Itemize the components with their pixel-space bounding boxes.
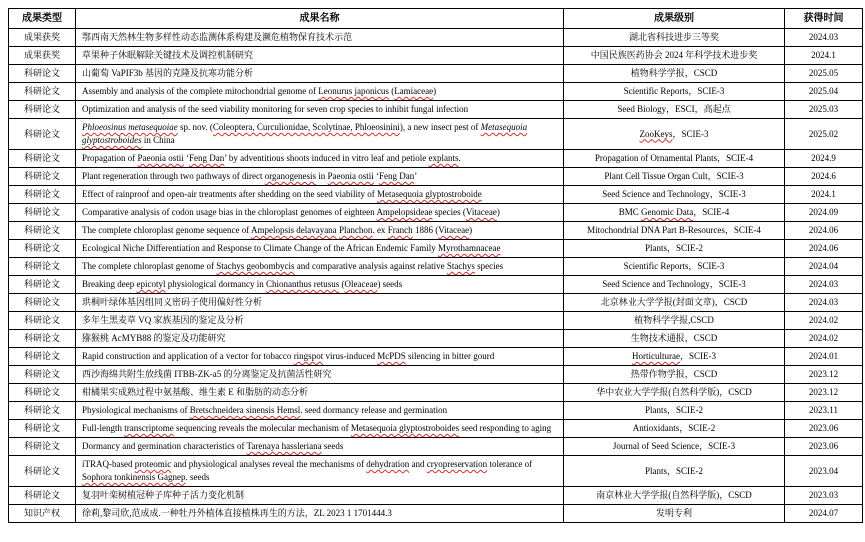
cell-type: 成果获奖 [9, 29, 76, 47]
cell-type: 科研论文 [9, 438, 76, 456]
cell-name: iTRAQ-based proteomic and physiological analyses reveal the mechanisms of dehydration and cryopreservation tolerance of Sophora tonkinensis Gagnep. seeds [76, 456, 564, 487]
cell-type: 科研论文 [9, 348, 76, 366]
table-row [9, 47, 863, 65]
table-body [9, 29, 863, 523]
table-row [9, 505, 863, 523]
cell-type: 科研论文 [9, 240, 76, 258]
table-row [9, 420, 863, 438]
cell-level: 南京林业大学学报(自然科学版)，CSCD [564, 487, 785, 505]
table-row [9, 186, 863, 204]
results-table [8, 8, 863, 523]
cell-type: 科研论文 [9, 222, 76, 240]
cell-date: 2024.02 [785, 330, 863, 348]
table-row [9, 384, 863, 402]
cell-level: 北京林业大学学报(封面文章)，CSCD [564, 294, 785, 312]
cell-date: 2024.9 [785, 150, 863, 168]
cell-level: Scientific Reports，SCIE-3 [564, 83, 785, 101]
table-row [9, 258, 863, 276]
cell-level: BMC Genomic Data，SCIE-4 [564, 204, 785, 222]
cell-name: Ecological Niche Differentiation and Response to Climate Change of the African Endemic Family Myrothamnaceae [76, 240, 564, 258]
cell-name: Plant regeneration through two pathways of direct organogenesis in Paeonia ostii ‘Feng Dan’ [76, 168, 564, 186]
cell-type: 科研论文 [9, 276, 76, 294]
cell-date: 2025.02 [785, 119, 863, 150]
table-row [9, 204, 863, 222]
cell-level: Antioxidants，SCIE-2 [564, 420, 785, 438]
cell-level: 植物科学学报，CSCD [564, 65, 785, 83]
cell-level: 植物科学学报,CSCD [564, 312, 785, 330]
cell-level: 中国民族医药协会 2024 年科学技术进步奖 [564, 47, 785, 65]
table-row [9, 276, 863, 294]
cell-name: Rapid construction and application of a vector for tobacco ringspot virus-induced McPDS silencing in bitter gourd [76, 348, 564, 366]
cell-date: 2024.03 [785, 29, 863, 47]
cell-date: 2024.03 [785, 276, 863, 294]
cell-type: 知识产权 [9, 505, 76, 523]
table-row [9, 487, 863, 505]
cell-date: 2024.07 [785, 505, 863, 523]
cell-name: The complete chloroplast genome sequence of Ampelopsis delavayana Planchon. ex Franch 1886 (Vitaceae) [76, 222, 564, 240]
cell-level: 发明专利 [564, 505, 785, 523]
cell-name: Effect of rainproof and open-air treatments after shedding on the seed viability of Metasequoia glyptostroboide [76, 186, 564, 204]
table-row [9, 222, 863, 240]
cell-date: 2023.11 [785, 402, 863, 420]
table-row [9, 456, 863, 487]
cell-level: Mitochondrial DNA Part B-Resources，SCIE-4 [564, 222, 785, 240]
cell-date: 2024.1 [785, 186, 863, 204]
cell-level: Seed Science and Technology，SCIE-3 [564, 276, 785, 294]
cell-level: Horticulturae，SCIE-3 [564, 348, 785, 366]
document-page [0, 8, 865, 542]
table-row [9, 402, 863, 420]
cell-type: 科研论文 [9, 101, 76, 119]
cell-type: 科研论文 [9, 258, 76, 276]
cell-date: 2025.04 [785, 83, 863, 101]
cell-type: 科研论文 [9, 420, 76, 438]
cell-date: 2023.12 [785, 384, 863, 402]
column-header-name: 成果名称 [76, 9, 564, 29]
header-row [9, 9, 863, 29]
cell-level: 华中农业大学学报(自然科学版)，CSCD [564, 384, 785, 402]
cell-level: Seed Biology，ESCI，高起点 [564, 101, 785, 119]
cell-name: 西沙海绵共附生放线菌 ITBB-ZK-a5 的分离鉴定及抗菌活性研究 [76, 366, 564, 384]
table-row [9, 119, 863, 150]
cell-type: 科研论文 [9, 330, 76, 348]
cell-level: ZooKeys，SCIE-3 [564, 119, 785, 150]
cell-date: 2023.12 [785, 366, 863, 384]
cell-name: Assembly and analysis of the complete mitochondrial genome of Leonurus japonicus (Lamiaceae) [76, 83, 564, 101]
table-row [9, 65, 863, 83]
table-row [9, 150, 863, 168]
cell-type: 科研论文 [9, 168, 76, 186]
cell-type: 科研论文 [9, 65, 76, 83]
cell-type: 科研论文 [9, 456, 76, 487]
cell-level: Plants，SCIE-2 [564, 240, 785, 258]
cell-date: 2023.06 [785, 420, 863, 438]
cell-type: 科研论文 [9, 119, 76, 150]
table-row [9, 83, 863, 101]
cell-date: 2024.02 [785, 312, 863, 330]
cell-level: Plants，SCIE-2 [564, 402, 785, 420]
table-row [9, 330, 863, 348]
cell-name: Dormancy and germination characteristics of Tarenaya hassleriana seeds [76, 438, 564, 456]
cell-name: Optimization and analysis of the seed viability monitoring for seven crop species to inhibit fungal infection [76, 101, 564, 119]
table-row [9, 101, 863, 119]
cell-name: Propagation of Paeonia ostii ‘Feng Dan’ by adventitious shoots induced in vitro leaf and petiole explants. [76, 150, 564, 168]
column-header-date: 获得时间 [785, 9, 863, 29]
cell-date: 2024.03 [785, 294, 863, 312]
cell-date: 2024.06 [785, 222, 863, 240]
cell-name: Comparative analysis of codon usage bias in the chloroplast genomes of eighteen Ampelopsideae species (Vitaceae) [76, 204, 564, 222]
cell-name: Physiological mechanisms of Bretschneidera sinensis Hemsl. seed dormancy release and germination [76, 402, 564, 420]
cell-type: 科研论文 [9, 204, 76, 222]
cell-name: 多年生黑麦草 VQ 家族基因的鉴定及分析 [76, 312, 564, 330]
cell-date: 2023.06 [785, 438, 863, 456]
cell-level: Plants，SCIE-2 [564, 456, 785, 487]
cell-type: 科研论文 [9, 487, 76, 505]
cell-level: Journal of Seed Science，SCIE-3 [564, 438, 785, 456]
cell-type: 科研论文 [9, 312, 76, 330]
table-row [9, 438, 863, 456]
cell-date: 2024.09 [785, 204, 863, 222]
table-row [9, 348, 863, 366]
cell-date: 2024.06 [785, 240, 863, 258]
cell-date: 2024.1 [785, 47, 863, 65]
cell-level: Seed Science and Technology，SCIE-3 [564, 186, 785, 204]
cell-name: 山葡萄 VaPIF3b 基因的克隆及抗寒功能分析 [76, 65, 564, 83]
cell-type: 成果获奖 [9, 47, 76, 65]
cell-name: 草果种子休眠解除关键技术及调控机制研究 [76, 47, 564, 65]
table-row [9, 168, 863, 186]
table-row [9, 366, 863, 384]
cell-level: Scientific Reports，SCIE-3 [564, 258, 785, 276]
cell-date: 2023.03 [785, 487, 863, 505]
cell-level: Propagation of Ornamental Plants，SCIE-4 [564, 150, 785, 168]
cell-type: 科研论文 [9, 83, 76, 101]
cell-type: 科研论文 [9, 384, 76, 402]
table-row [9, 294, 863, 312]
cell-date: 2025.05 [785, 65, 863, 83]
cell-type: 科研论文 [9, 150, 76, 168]
cell-date: 2024.04 [785, 258, 863, 276]
cell-name: 柑橘果实成熟过程中氨基酸、维生素 E 和脂肪的动态分析 [76, 384, 564, 402]
cell-name: Full-length transcriptome sequencing reveals the molecular mechanism of Metasequoia glyptostroboides seed responding to aging [76, 420, 564, 438]
cell-name: Breaking deep epicotyl physiological dormancy in Chionanthus retusus (Oleaceae) seeds [76, 276, 564, 294]
cell-level: 生物技术通报，CSCD [564, 330, 785, 348]
table-row [9, 312, 863, 330]
cell-date: 2024.01 [785, 348, 863, 366]
cell-name: 徐莉,黎司欣,范成成.一种牡丹外植体直接植株再生的方法，ZL 2023 1 1701444.3 [76, 505, 564, 523]
cell-name: 鄂西南天然林生物多样性动态监测体系构建及濒危植物保育技术示范 [76, 29, 564, 47]
table-row [9, 240, 863, 258]
column-header-type: 成果类型 [9, 9, 76, 29]
cell-level: Plant Cell Tissue Organ Cult，SCIE-3 [564, 168, 785, 186]
cell-type: 科研论文 [9, 366, 76, 384]
cell-level: 热带作物学报，CSCD [564, 366, 785, 384]
cell-name: The complete chloroplast genome of Stachys geobombycis and comparative analysis against relative Stachys species [76, 258, 564, 276]
column-header-level: 成果级别 [564, 9, 785, 29]
cell-type: 科研论文 [9, 294, 76, 312]
cell-type: 科研论文 [9, 186, 76, 204]
cell-name: 猕猴桃 AcMYB88 的鉴定及功能研究 [76, 330, 564, 348]
cell-level: 湖北省科技进步三等奖 [564, 29, 785, 47]
cell-date: 2024.6 [785, 168, 863, 186]
cell-name: Phloeosinus metasequoiae sp. nov. (Coleoptera, Curculionidae, Scolytinae, Phloeosinini), a new insect pest of Metasequoia glyptostroboides in China [76, 119, 564, 150]
cell-name: 复羽叶栾树植冠种子库种子活力变化机制 [76, 487, 564, 505]
table-row [9, 29, 863, 47]
cell-type: 科研论文 [9, 402, 76, 420]
cell-name: 珙桐叶绿体基因组同义密码子使用偏好性分析 [76, 294, 564, 312]
cell-date: 2025.03 [785, 101, 863, 119]
cell-date: 2023.04 [785, 456, 863, 487]
